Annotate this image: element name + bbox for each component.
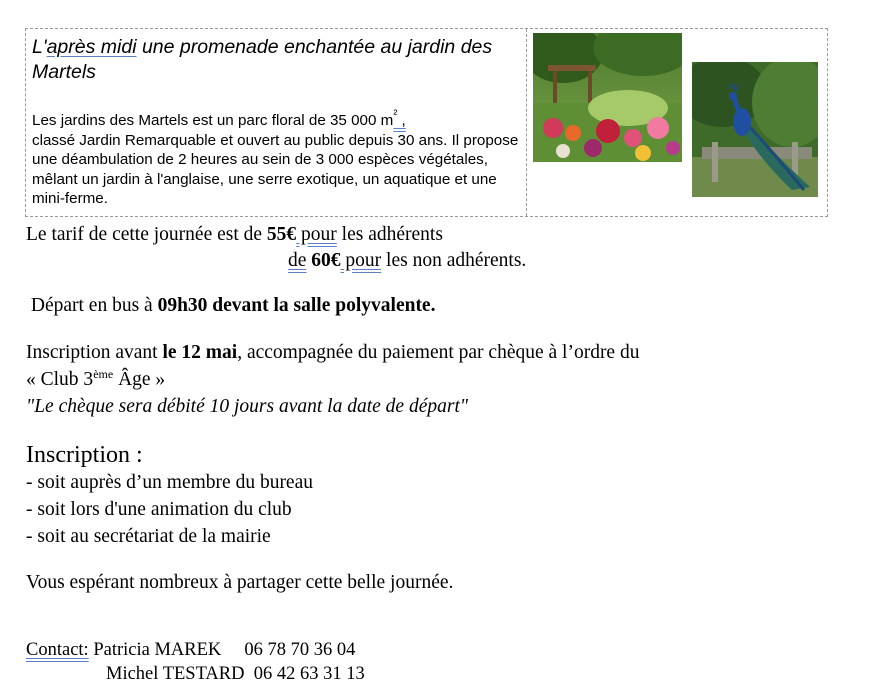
box-description: Les jardins des Martels est un parc floral de 35 000 $m^{^2}$ , classé Jardin Remarquable et ouvert au public depuis 30 ans. Il propose une déambulation de 2 heures au sein de 3 000 espèces végétales, mêlant un jardin à l'anglaise, une serre exotique, un aquatique et une mini-ferme. xyxy=(32,107,519,208)
contact-label: Contact: xyxy=(26,640,89,660)
registration-date: le 12 mai xyxy=(162,342,238,363)
tarif-pour-link-2: pour xyxy=(340,250,382,271)
closing-sentence: Vous espérant nombreux à partager cette belle journée. xyxy=(26,572,454,593)
registration-heading: Inscription : xyxy=(26,442,143,468)
underlined-phrase: après midi xyxy=(46,36,137,58)
garden-photo xyxy=(533,33,682,162)
departure-line: Départ en bus à 09h30 devant la salle polyvalente. xyxy=(26,295,436,316)
unit-sup: $^{^2}$ , xyxy=(393,107,406,129)
box-title: L'après midi une promenade enchantée au jardin des Martels xyxy=(32,36,493,83)
registration-option: - soit au secrétariat de la mairie xyxy=(26,526,271,547)
departure-time-place: 09h30 devant la salle polyvalente. xyxy=(157,295,436,316)
tarif-price-nonmembers: 60€ xyxy=(306,250,341,271)
contact-line-2: Michel TESTARD 06 42 63 31 13 xyxy=(106,664,365,684)
registration-option: - soit auprès d’un membre du bureau xyxy=(26,472,313,493)
cheque-note: "Le chèque sera débité 10 jours avant la date de départ" xyxy=(26,396,469,417)
registration-deadline-line: Inscription avant le 12 mai, accompagnée du paiement par chèque à l’ordre du xyxy=(26,342,640,363)
registration-option: - soit lors d'une animation du club xyxy=(26,499,292,520)
tarif-line-2: de 60€ pour les non adhérents. xyxy=(288,250,527,271)
peacock-photo xyxy=(692,62,818,197)
box-divider xyxy=(526,29,527,216)
tarif-line-1: Le tarif de cette journée est de 55€ pour les adhérents xyxy=(26,224,443,245)
tarif-pour-link-1: pour xyxy=(296,224,337,245)
contact-line-1: Contact: Patricia MAREK 06 78 70 36 04 xyxy=(26,640,356,660)
tarif-de-link: de xyxy=(288,250,307,271)
club-name-line: « Club 3ème Âge » xyxy=(26,367,166,390)
tarif-price-members: 55€ xyxy=(266,224,297,245)
